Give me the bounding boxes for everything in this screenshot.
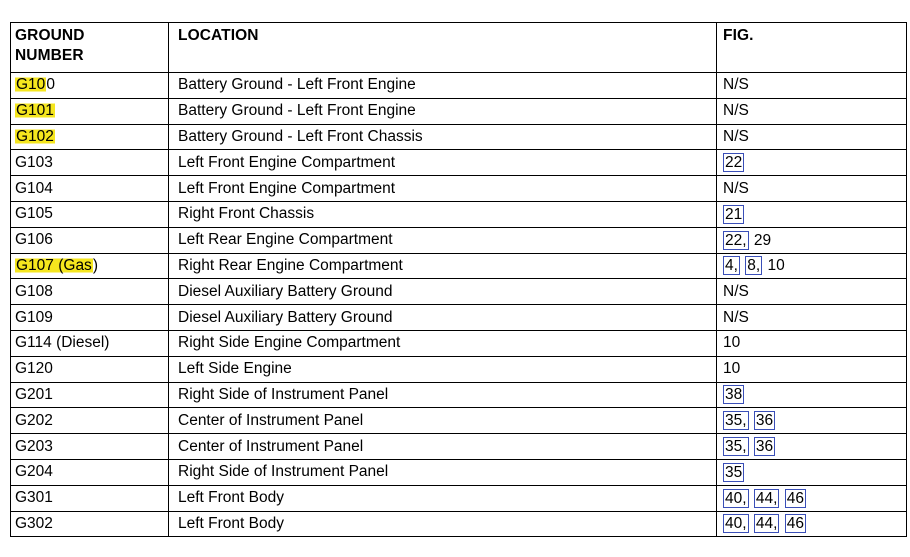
ground-number-cell xyxy=(11,201,169,227)
ground-number-cell xyxy=(11,434,169,460)
ground-location-table xyxy=(10,22,907,537)
ground-number-text: G104 xyxy=(15,179,53,197)
ground-number-text: G201 xyxy=(15,385,53,403)
ground-number-text: G302 xyxy=(15,514,53,532)
highlighted-ground-number: G10 xyxy=(16,76,46,94)
ground-number-cell xyxy=(11,330,169,356)
ground-number-cell xyxy=(11,408,169,434)
figure-ref-text: N/S xyxy=(723,76,749,94)
figure-ref-text: 10 xyxy=(767,257,785,275)
location-cell: Right Front Chassis xyxy=(169,201,717,227)
location-cell: Center of Instrument Panel xyxy=(169,434,717,460)
figure-link[interactable]: 44, xyxy=(755,515,778,533)
table-body xyxy=(11,73,907,537)
table-row xyxy=(11,279,907,305)
fig-cell xyxy=(717,356,907,382)
figure-link[interactable]: 8, xyxy=(747,257,761,275)
ground-number-text: G203 xyxy=(15,437,53,455)
fig-cell xyxy=(717,382,907,408)
ground-number-cell xyxy=(11,382,169,408)
figure-ref-text: N/S xyxy=(723,179,749,197)
highlighted-ground-number: G102 xyxy=(16,127,54,145)
ground-number-text: ) xyxy=(92,256,98,274)
fig-cell xyxy=(717,279,907,305)
location-cell: Right Side of Instrument Panel xyxy=(169,382,717,408)
fig-cell xyxy=(717,408,907,434)
figure-ref-text: N/S xyxy=(723,102,749,120)
table-row xyxy=(11,434,907,460)
location-cell: Left Front Engine Compartment xyxy=(169,150,717,176)
ground-number-text: G114 (Diesel) xyxy=(15,334,110,352)
fig-cell xyxy=(717,330,907,356)
table-row xyxy=(11,485,907,511)
ground-number-text: G109 xyxy=(15,308,53,326)
ground-number-cell xyxy=(11,227,169,253)
table-row xyxy=(11,305,907,331)
ground-number-cell xyxy=(11,253,169,279)
ground-number-text: G106 xyxy=(15,231,53,249)
location-cell: Left Front Body xyxy=(169,485,717,511)
ground-number-cell xyxy=(11,176,169,202)
table-row xyxy=(11,253,907,279)
figure-link[interactable]: 46 xyxy=(786,489,804,507)
ground-number-cell xyxy=(11,485,169,511)
table-row xyxy=(11,408,907,434)
table-header-row xyxy=(11,23,907,73)
highlighted-ground-number: G101 xyxy=(16,102,54,120)
figure-link[interactable]: 21 xyxy=(725,205,743,223)
location-cell: Left Side Engine xyxy=(169,356,717,382)
location-cell: Left Front Body xyxy=(169,511,717,537)
figure-link[interactable]: 46 xyxy=(786,515,804,533)
location-cell: Left Rear Engine Compartment xyxy=(169,227,717,253)
figure-link[interactable]: 22, xyxy=(725,231,747,249)
figure-link[interactable]: 22 xyxy=(725,154,743,172)
header-ground-line1: GROUND xyxy=(15,27,85,44)
figure-link[interactable]: 40, xyxy=(725,489,747,507)
header-ground-line2: NUMBER xyxy=(15,47,84,64)
figure-link[interactable]: 38 xyxy=(725,386,743,404)
ground-number-text: 0 xyxy=(46,76,55,94)
figure-link[interactable]: 36 xyxy=(755,438,774,456)
table-row xyxy=(11,124,907,150)
header-ground-number xyxy=(11,23,169,73)
table-row xyxy=(11,227,907,253)
figure-ref-text: N/S xyxy=(723,308,749,326)
location-cell: Diesel Auxiliary Battery Ground xyxy=(169,305,717,331)
fig-cell xyxy=(717,305,907,331)
ground-number-cell xyxy=(11,305,169,331)
location-cell: Right Side of Instrument Panel xyxy=(169,459,717,485)
ground-number-text: G108 xyxy=(15,282,53,300)
fig-cell xyxy=(717,73,907,99)
location-cell: Right Side Engine Compartment xyxy=(169,330,717,356)
location-cell: Battery Ground - Left Front Chassis xyxy=(169,124,717,150)
fig-cell xyxy=(717,459,907,485)
figure-ref-text: 10 xyxy=(723,334,741,352)
table-row xyxy=(11,73,907,99)
fig-cell xyxy=(717,485,907,511)
table-row xyxy=(11,459,907,485)
table-row xyxy=(11,511,907,537)
ground-number-cell xyxy=(11,279,169,305)
ground-number-text: G301 xyxy=(15,489,53,507)
figure-link[interactable]: 35 xyxy=(725,463,743,481)
fig-cell xyxy=(717,227,907,253)
table-row xyxy=(11,98,907,124)
table-row xyxy=(11,176,907,202)
fig-cell xyxy=(717,253,907,279)
figure-ref-text: 10 xyxy=(723,360,741,378)
ground-number-text: G103 xyxy=(15,153,53,171)
ground-number-cell xyxy=(11,124,169,150)
ground-number-text: G202 xyxy=(15,411,53,429)
location-cell: Diesel Auxiliary Battery Ground xyxy=(169,279,717,305)
ground-number-cell xyxy=(11,150,169,176)
fig-cell xyxy=(717,176,907,202)
highlighted-ground-number: G107 (Gas xyxy=(16,256,92,274)
ground-number-text: G204 xyxy=(15,463,53,481)
ground-number-cell xyxy=(11,511,169,537)
figure-link[interactable]: 40, xyxy=(725,515,747,533)
figure-link[interactable]: 4, xyxy=(725,257,738,275)
ground-number-cell xyxy=(11,356,169,382)
fig-cell xyxy=(717,150,907,176)
ground-number-cell xyxy=(11,459,169,485)
ground-number-text: G120 xyxy=(15,360,53,378)
figure-link[interactable]: 35, xyxy=(725,438,747,456)
header-location: LOCATION xyxy=(169,23,717,73)
location-cell: Right Rear Engine Compartment xyxy=(169,253,717,279)
fig-cell xyxy=(717,124,907,150)
location-cell: Battery Ground - Left Front Engine xyxy=(169,98,717,124)
ground-number-text: G105 xyxy=(15,205,53,223)
table-row xyxy=(11,330,907,356)
fig-cell xyxy=(717,98,907,124)
location-cell: Left Front Engine Compartment xyxy=(169,176,717,202)
ground-location-document xyxy=(10,22,907,537)
ground-number-cell xyxy=(11,73,169,99)
table-row xyxy=(11,382,907,408)
fig-cell xyxy=(717,201,907,227)
location-cell: Center of Instrument Panel xyxy=(169,408,717,434)
fig-cell xyxy=(717,511,907,537)
table-row xyxy=(11,356,907,382)
table-row xyxy=(11,150,907,176)
figure-link[interactable]: 36 xyxy=(755,412,774,430)
fig-cell xyxy=(717,434,907,460)
figure-ref-text: N/S xyxy=(723,127,749,145)
table-row xyxy=(11,201,907,227)
figure-link[interactable]: 44, xyxy=(755,489,778,507)
ground-number-cell xyxy=(11,98,169,124)
header-fig: FIG. xyxy=(717,23,907,73)
figure-ref-text: 29 xyxy=(753,231,772,249)
figure-ref-text: N/S xyxy=(723,282,749,300)
location-cell: Battery Ground - Left Front Engine xyxy=(169,73,717,99)
figure-link[interactable]: 35, xyxy=(725,412,747,430)
